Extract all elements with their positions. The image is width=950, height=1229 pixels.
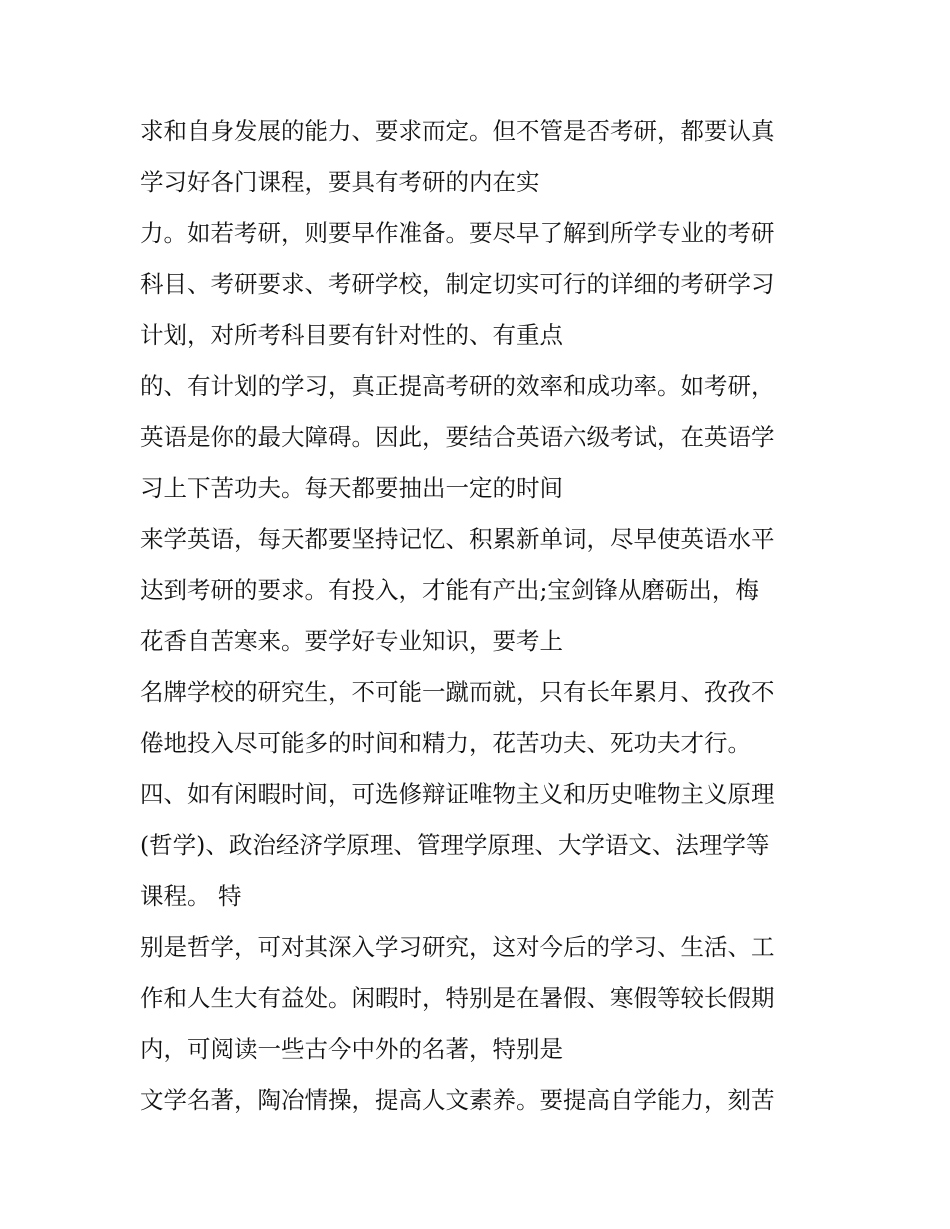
text-line: 学习好各门课程，要具有考研的内在实	[140, 168, 540, 196]
text-line: 达到考研的要求。有投入，才能有产出;宝剑锋从磨砺出，梅	[140, 576, 759, 604]
text-line: 作和人生大有益处。闲暇时，特别是在暑假、寒假等较长假期	[140, 984, 775, 1012]
text-line: 四、如有闲暇时间，可选修辩证唯物主义和历史唯物主义原理	[140, 780, 775, 808]
text-line: 课程。 特	[140, 882, 242, 910]
text-line: 名牌学校的研究生，不可能一蹴而就，只有长年累月、孜孜不	[140, 678, 775, 706]
text-line: 科目、考研要求、考研学校，制定切实可行的详细的考研学习	[140, 270, 775, 298]
text-line: 习上下苦功夫。每天都要抽出一定的时间	[140, 474, 563, 502]
text-line: 英语是你的最大障碍。因此，要结合英语六级考试，在英语学	[140, 423, 775, 451]
text-line: 内，可阅读一些古今中外的名著，特别是	[140, 1035, 563, 1063]
body-text	[140, 106, 820, 1126]
text-line: (哲学)、政治经济学原理、管理学原理、大学语文、法理学等	[140, 831, 770, 859]
text-line: 花香自苦寒来。要学好专业知识，要考上	[140, 627, 563, 655]
text-line: 别是哲学，可对其深入学习研究，这对今后的学习、生活、工	[140, 933, 775, 961]
text-line: 文学名著，陶冶情操，提高人文素养。要提高自学能力，刻苦	[140, 1086, 775, 1114]
text-line: 计划，对所考科目要有针对性的、有重点	[140, 321, 563, 349]
text-line: 倦地投入尽可能多的时间和精力，花苦功夫、死功夫才行。	[140, 729, 751, 757]
text-line: 来学英语，每天都要坚持记忆、积累新单词，尽早使英语水平	[140, 525, 775, 553]
text-line: 的、有计划的学习，真正提高考研的效率和成功率。如考研，	[140, 372, 775, 400]
text-line: 力。如若考研，则要早作准备。要尽早了解到所学专业的考研	[140, 219, 775, 247]
text-line: 求和自身发展的能力、要求而定。但不管是否考研，都要认真	[140, 117, 775, 145]
